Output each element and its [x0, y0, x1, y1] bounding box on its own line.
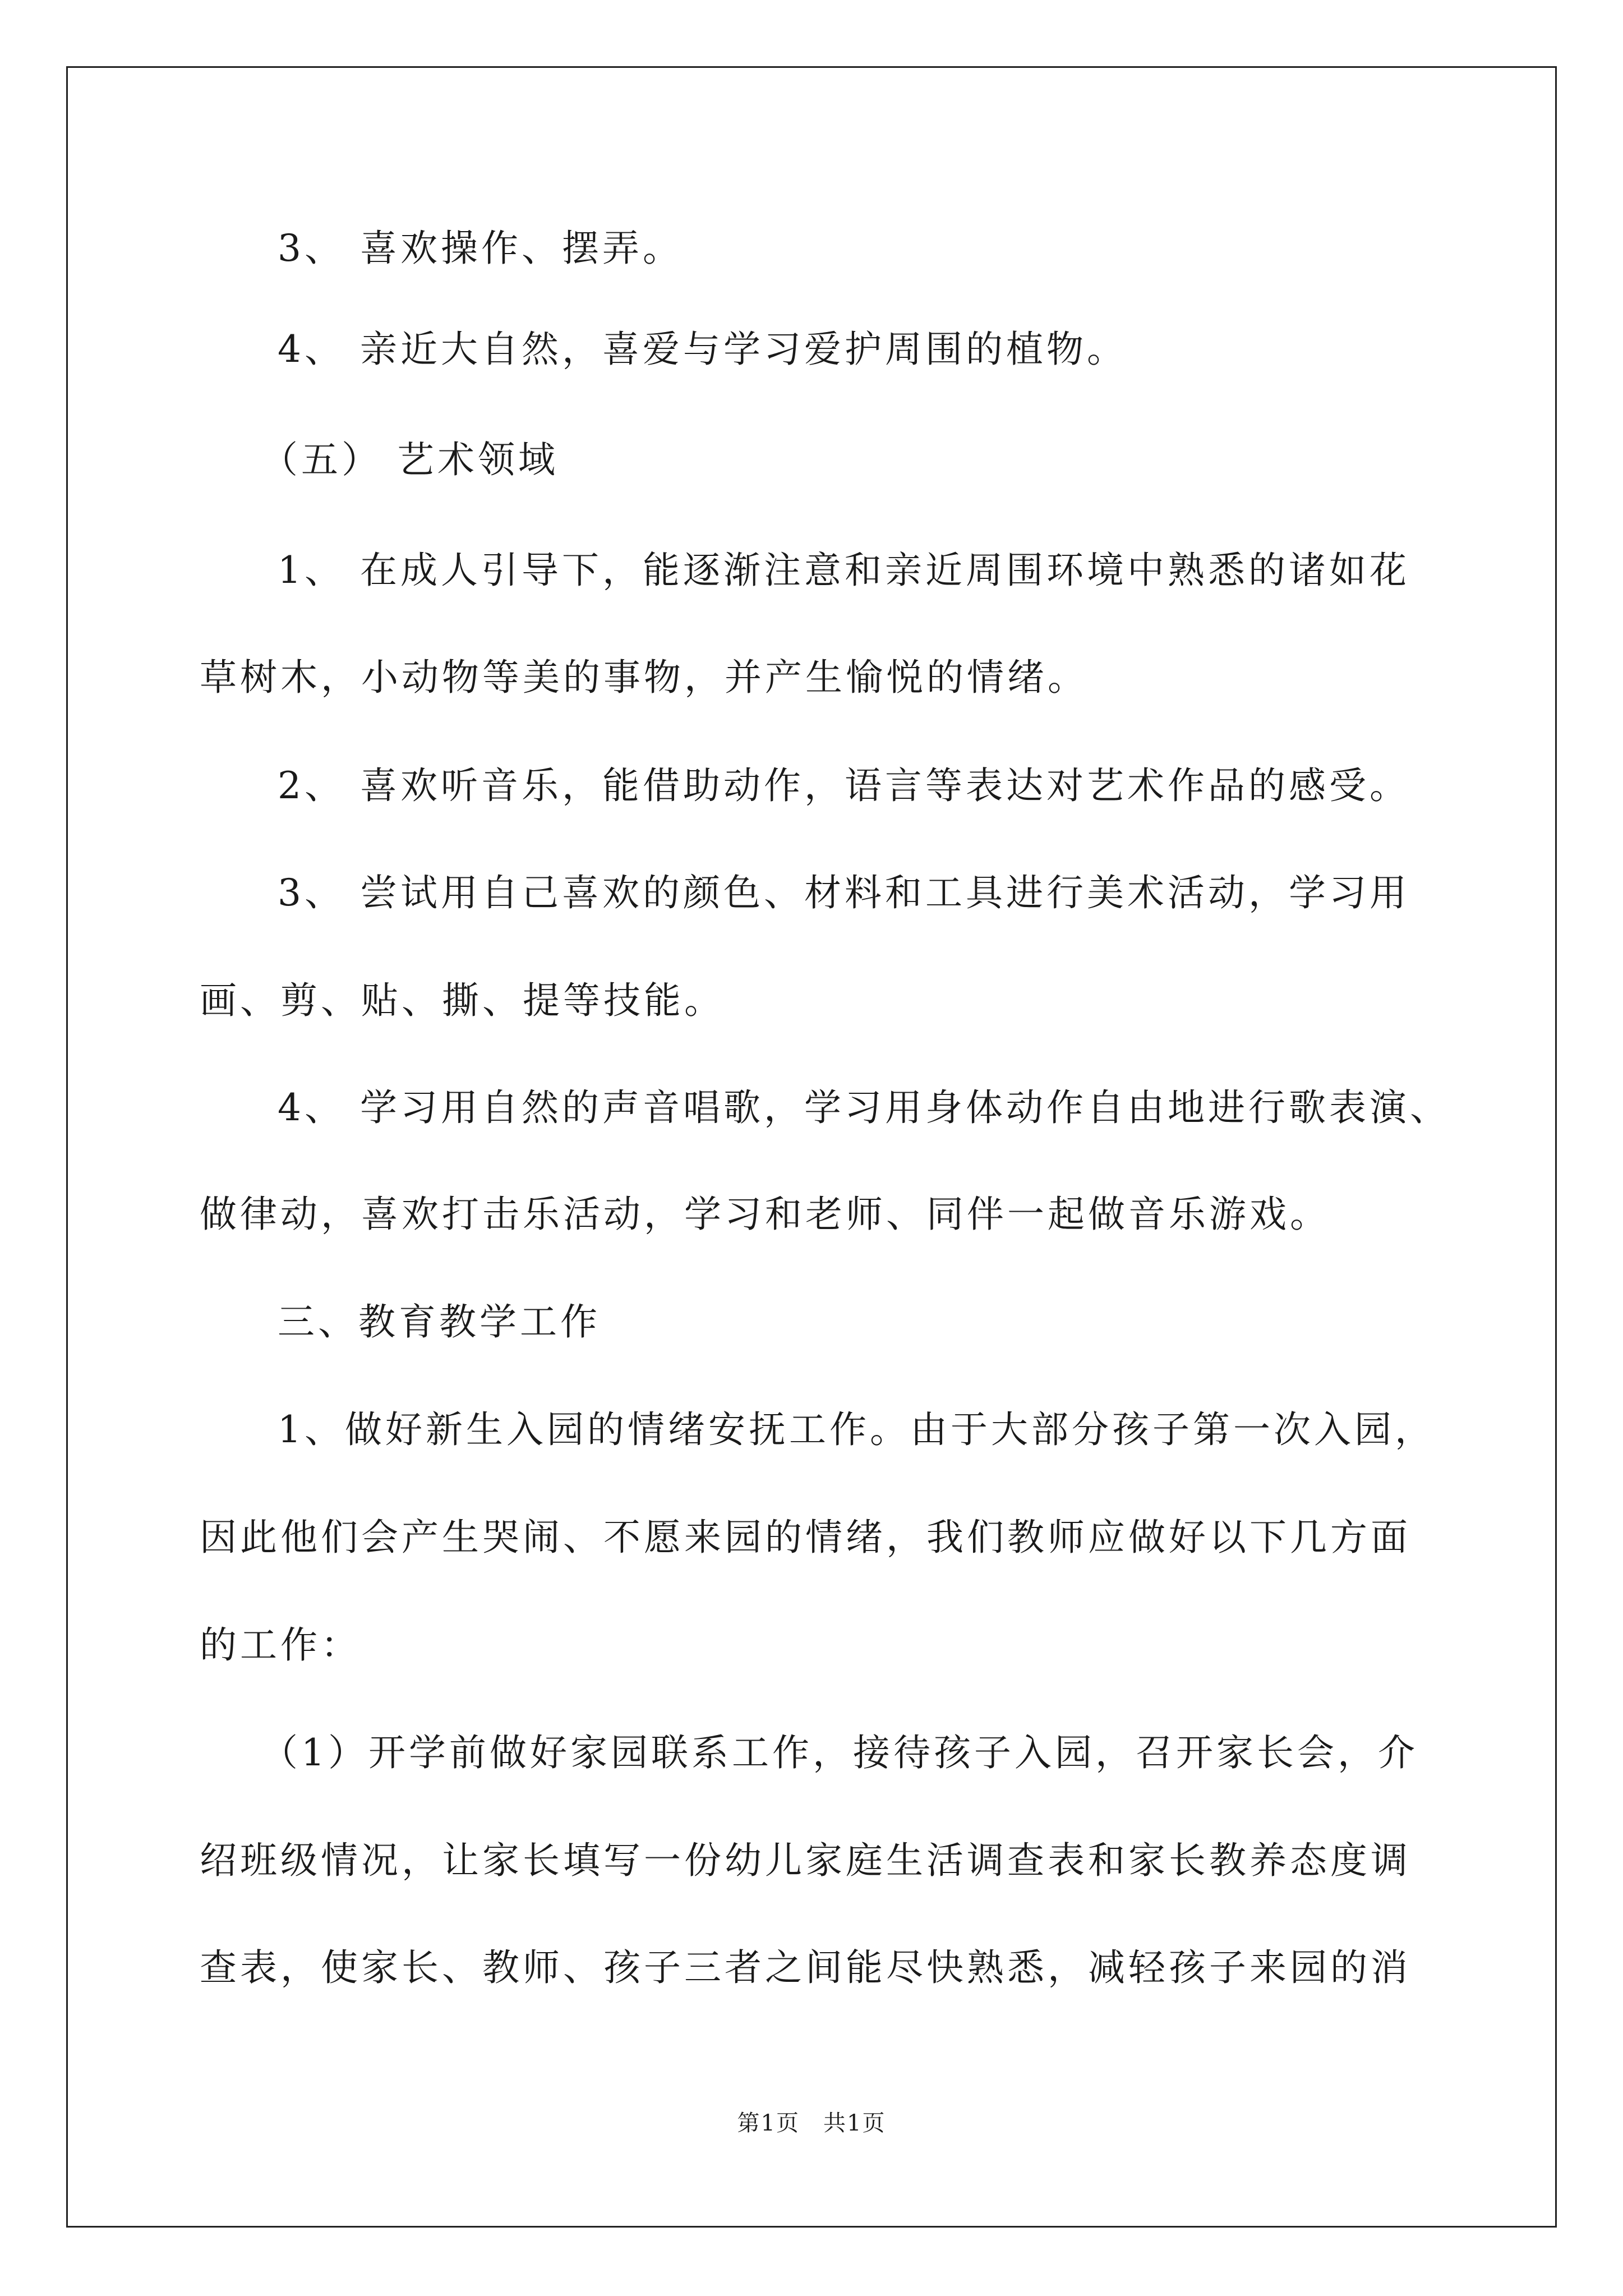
paragraph-line: 因此他们会产生哭闹、不愿来园的情绪，我们教师应做好以下几方面: [200, 1516, 1411, 1559]
section-heading: 三、教育教学工作: [278, 1300, 601, 1343]
section-heading: （五） 艺术领域: [261, 438, 559, 481]
paragraph-line: 绍班级情况，让家长填写一份幼儿家庭生活调查表和家长教养态度调: [200, 1839, 1411, 1882]
page-number-footer: 第1页 共1页: [737, 2110, 886, 2136]
paragraph-line: 做律动，喜欢打击乐活动，学习和老师、同伴一起做音乐游戏。: [200, 1193, 1330, 1236]
paragraph-line: 2、 喜欢听音乐，能借助动作，语言等表达对艺术作品的感受。: [278, 764, 1410, 807]
paragraph-line: 画、剪、贴、撕、提等技能。: [200, 979, 725, 1022]
paragraph-line: 4、 亲近大自然，喜爱与学习爱护周围的植物。: [278, 328, 1127, 371]
paragraph-line: （1）开学前做好家园联系工作，接待孩子入园，召开家长会，介: [261, 1731, 1418, 1774]
paragraph-line: 3、 喜欢操作、摆弄。: [278, 227, 683, 270]
paragraph-line: 3、 尝试用自己喜欢的颜色、材料和工具进行美术活动，学习用: [278, 871, 1410, 914]
paragraph-line: 查表，使家长、教师、孩子三者之间能尽快熟悉，减轻孩子来园的消: [200, 1946, 1411, 1989]
page-border: [66, 66, 1557, 2228]
paragraph-line: 1、做好新生入园的情绪安抚工作。由于大部分孩子第一次入园，: [278, 1408, 1435, 1451]
paragraph-line: 草树木，小动物等美的事物，并产生愉悦的情绪。: [200, 656, 1088, 699]
paragraph-line: 4、 学习用自然的声音唱歌，学习用身体动作自由地进行歌表演、: [278, 1086, 1450, 1129]
paragraph-line: 的工作：: [200, 1623, 361, 1667]
paragraph-line: 1、 在成人引导下，能逐渐注意和亲近周围环境中熟悉的诸如花: [278, 549, 1410, 592]
